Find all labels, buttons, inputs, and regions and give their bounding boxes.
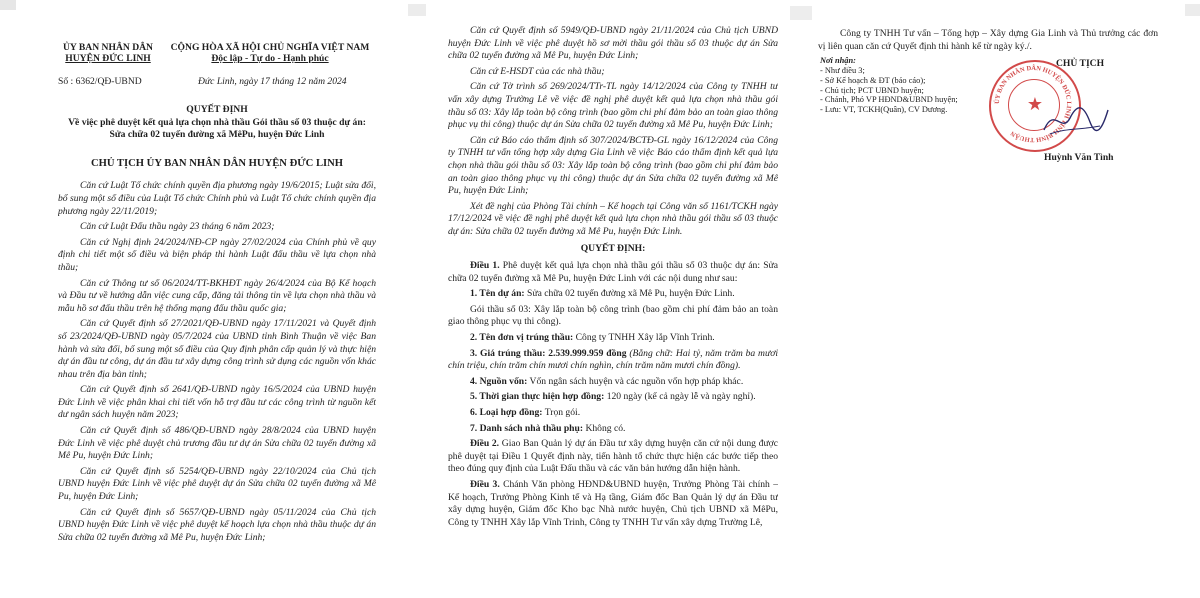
recipient-item: - Như điều 3; xyxy=(820,65,865,75)
page-2 xyxy=(448,0,778,598)
document-subject: Về việc phê duyệt kết quả lựa chọn nhà thầu Gói thầu số 03 thuộc dự án: xyxy=(68,116,366,128)
article-3-continued: Công ty TNHH Tư vấn – Tổng hợp – Xây dựng Gia Linh và Thủ trưởng các đơn vị liên quan căn cứ Quyết định thi hành kể từ ngày ký./. xyxy=(818,28,1158,52)
basis-paragraph: Căn cứ Báo cáo thẩm định số 307/2024/BCTĐ-GL ngày 16/12/2024 của Công ty TNHH tư vấn tổng hợp xây dựng Gia Linh về việc Báo cáo thẩm định kết quả lựa chọn nhà thầu gói thầu số 03: Xây lắp toàn bộ công trình (bao gồm chi phí đảm bảo an toàn giao thông phục vụ thi công) thuộc dự án Sửa chữa 02 tuyến đường xã Mê Pu, huyện Đức Linh; xyxy=(448,134,778,197)
recipients-title: Nơi nhận: xyxy=(820,56,856,66)
article-1: Điều 1. Phê duyệt kết quả lựa chọn nhà thầu gói thầu số 03 thuộc dự án: Sửa chữa 02 tuyến đường xã Mê Pu, huyện Đức Linh với các nội dung như sau: xyxy=(448,260,778,284)
agency-line-2: HUYỆN ĐỨC LINH xyxy=(65,53,151,64)
basis-paragraph: Căn cứ E-HSDT của các nhà thầu; xyxy=(470,65,605,77)
article-2: Điều 2. Giao Ban Quản lý dự án Đầu tư xây dựng huyện căn cứ nội dung được phê duyệt tại Điều 1 Quyết định này, tiến hành tổ chức thực hiện các bước tiếp theo theo đúng quy định của Luật Đấu thầu và các văn bản hướng dẫn hiện hành. xyxy=(448,438,778,475)
document-subject-2: Sửa chữa 02 tuyến đường xã MêPu, huyện Đức Linh xyxy=(109,129,325,141)
legal-basis-list xyxy=(58,180,376,544)
basis-paragraph: Căn cứ Nghị định 24/2024/NĐ-CP ngày 27/02/2024 của Chính phủ về quy định chi tiết một số điều và biện pháp thi hành Luật đấu thầu về lựa chọn nhà thầu; xyxy=(58,236,376,273)
basis-paragraph: Căn cứ Quyết định số 2641/QĐ-UBND ngày 16/5/2024 của UBND huyện Đức Linh về việc phân khai chi tiết vốn hỗ trợ đầu tư các công trình từ nguồn kết dư ngân sách huyện năm 2023; xyxy=(58,384,376,421)
document-date: Đức Linh, ngày 17 tháng 12 năm 2024 xyxy=(198,76,347,87)
page-3 xyxy=(818,0,1158,598)
basis-paragraph: Căn cứ Luật Tổ chức chính quyền địa phương ngày 19/6/2015; Luật sửa đổi, bổ sung một số điều của Luật Tổ chức Chính phủ và Luật Tổ chức chính quyền địa phương ngày 22/11/2019; xyxy=(58,180,376,217)
item-3: 3. Giá trúng thầu: 2.539.999.959 đồng (Bằng chữ: Hai tỷ, năm trăm ba mươi chín triệu, chín trăm chín mươi chín nghìn, chín trăm năm mươi chín đồng). xyxy=(448,347,778,372)
basis-paragraph: Căn cứ Luật Đấu thầu ngày 23 tháng 6 năm 2023; xyxy=(80,221,275,233)
scan-marks xyxy=(0,0,1200,40)
nation-name: CỘNG HÒA XÃ HỘI CHỦ NGHĨA VIỆT NAM xyxy=(170,42,370,53)
basis-list-continued xyxy=(448,25,778,239)
item-4: 4. Nguồn vốn: Vốn ngân sách huyện và các nguồn vốn hợp pháp khác. xyxy=(470,375,744,387)
item-7: 7. Danh sách nhà thầu phụ: Không có. xyxy=(470,422,626,434)
signature xyxy=(1040,100,1110,140)
agency-line-1: ỦY BAN NHÂN DÂN xyxy=(63,42,153,53)
national-motto xyxy=(170,42,370,64)
motto: Độc lập - Tự do - Hạnh phúc xyxy=(211,53,329,64)
basis-paragraph: Xét đề nghị của Phòng Tài chính – Kế hoạch tại Công văn số 1161/TCKH ngày 17/12/2024 về việc đề nghị phê duyệt kết quả lựa chọn nhà thầu gói thầu số 03 thuộc dự án: Sửa chữa 02 tuyến đường xã Mê Pu, huyện Đức Linh. xyxy=(448,200,778,237)
article-3: Điều 3. Chánh Văn phòng HĐND&UBND huyện, Trưởng Phòng Tài chính – Kế hoạch, Trưởng Phòng Kinh tế và Hạ tầng, Giám đốc Ban Quản lý dự án Đầu tư xây dựng huyện, Giám đốc Kho bạc Nhà nước huyện, Chủ tịch UBND xã MêPu, Công ty TNHH Xây lắp Vĩnh Trinh, Công ty TNHH Tư vấn xây dựng Trường Lê, xyxy=(448,479,778,528)
star-icon: ★ xyxy=(1026,94,1044,114)
recipient-item: - Chủ tịch; PCT UBND huyện; xyxy=(820,85,924,95)
basis-paragraph: Căn cứ Quyết định số 27/2021/QĐ-UBND ngày 17/11/2021 và Quyết định số 23/2024/QĐ-UBND ngày 05/7/2024 của UBND tỉnh Bình Thuận về việc Ban hành và sửa đổi, bổ sung một số điều của Quy định phân cấp quản lý và thực hiện dự án đầu tư công, dự án đầu tư xây dựng công trình sử dụng các nguồn vốn khác nhau trên địa bàn tỉnh; xyxy=(58,318,376,380)
recipients-list xyxy=(820,66,990,115)
signer-name: Huỳnh Văn Tình xyxy=(1044,152,1114,164)
item-2: 2. Tên đơn vị trúng thầu: Công ty TNHH Xây lắp Vĩnh Trinh. xyxy=(470,332,715,344)
document-type: QUYẾT ĐỊNH xyxy=(186,104,248,115)
item-1-package: Gói thầu số 03: Xây lắp toàn bộ công trình (bao gồm chi phí đảm bảo an toàn giao thông phục vụ thi công). xyxy=(448,303,778,328)
basis-paragraph: Căn cứ Tờ trình số 269/2024/TTr-TL ngày 14/12/2024 của Công ty TNHH tư vấn xây dựng Trường Lê về việc đề nghị phê duyệt kết quả lựa chọn nhà thầu gói thầu số 03: Xây lắp toàn bộ công trình (bao gồm chi phí đảm bảo an toàn giao thông phục vụ thi công) thuộc dự án Sửa chữa 02 tuyến đường xã Mê Pu, huyện Đức Linh; xyxy=(448,81,778,131)
recipient-item: - Lưu: VT, TCKH(Quân), CV Dương. xyxy=(820,105,948,115)
basis-paragraph: Căn cứ Quyết định số 5949/QĐ-UBND ngày 21/11/2024 của Chủ tịch UBND huyện Đức Linh về việc phê duyệt hồ sơ mời thầu gói thầu số 03 thuộc dự án Sửa chữa 02 tuyến đường xã Mê Pu, huyện Đức Linh; xyxy=(448,25,778,62)
page-1 xyxy=(58,0,376,598)
issuing-authority: CHỦ TỊCH ỦY BAN NHÂN DÂN HUYỆN ĐỨC LINH xyxy=(90,157,344,169)
basis-paragraph: Căn cứ Thông tư số 06/2024/TT-BKHĐT ngày 26/4/2024 của Bộ Kế hoạch và Đầu tư về hướng dẫn việc cung cấp, đăng tải thông tin về lựa chọn nhà thầu và mẫu hồ sơ đấu thầu trên hệ thống mạng đấu thầu quốc gia; xyxy=(58,277,376,314)
issuing-agency xyxy=(58,42,158,64)
basis-paragraph: Căn cứ Quyết định số 486/QĐ-UBND ngày 28/8/2024 của UBND huyện Đức Linh về việc phê duyệt chủ trương đầu tư dự án Sửa chữa 02 tuyến đường xã Mê Pu, huyện Đức Linh; xyxy=(58,425,376,462)
signer-title: CHỦ TỊCH xyxy=(1056,58,1105,70)
svg-text:ỦY BAN NHÂN DÂN HUYỆN ĐỨC LINH: ỦY BAN NHÂN DÂN HUYỆN ĐỨC LINH TỈNH BÌNH THUẬN xyxy=(993,64,1073,144)
basis-paragraph: Căn cứ Quyết định số 5657/QĐ-UBND ngày 05/11/2024 của Chủ tịch UBND huyện Đức Linh về việc phê duyệt kế hoạch lựa chọn nhà thầu thuộc dự án Sửa chữa 02 tuyến đường xã Mê Pu, huyện Đức Linh; xyxy=(58,506,376,543)
item-1: 1. Tên dự án: Sửa chữa 02 tuyến đường xã Mê Pu, huyện Đức Linh. xyxy=(470,288,735,300)
number-date-row xyxy=(58,76,376,90)
item-5: 5. Thời gian thực hiện hợp đồng: 120 ngày (kể cả ngày lễ và ngày nghỉ). xyxy=(470,391,756,403)
item-6: 6. Loại hợp đồng: Trọn gói. xyxy=(470,407,581,419)
recipient-item: - Sở Kế hoạch & ĐT (báo cáo); xyxy=(820,75,926,85)
recipient-item: - Chánh, Phó VP HĐND&UBND huyện; xyxy=(820,95,958,105)
basis-paragraph: Căn cứ Quyết định số 5254/QĐ-UBND ngày 22/10/2024 của Chủ tịch UBND huyện Đức Linh về việc phê duyệt dự án Sửa chữa 02 tuyến đường xã Mê Pu, huyện Đức Linh; xyxy=(58,465,376,503)
document-number: Số : 6362/QĐ-UBND xyxy=(58,76,142,87)
recipients xyxy=(820,56,990,115)
decide-heading: QUYẾT ĐỊNH: xyxy=(580,242,646,254)
